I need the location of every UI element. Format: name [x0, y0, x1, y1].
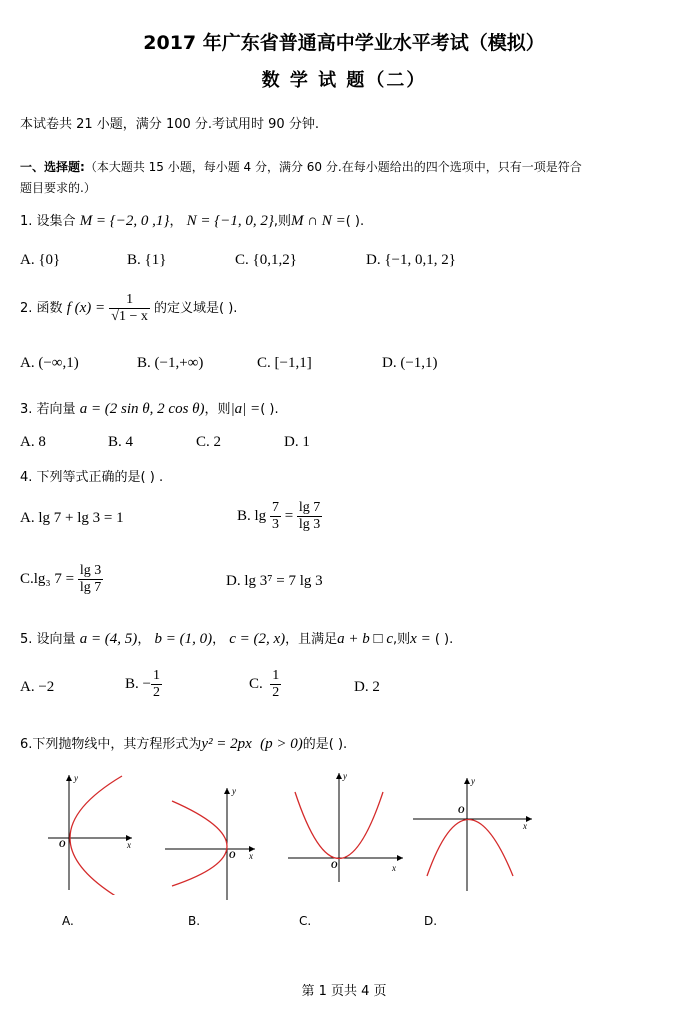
graph-c-x-arrow	[397, 855, 403, 861]
graph-c-y-arrow	[336, 773, 342, 779]
question-6	[20, 733, 347, 753]
q2-suffix: 的定义域是( ).	[154, 301, 238, 316]
q5-optb-frac	[151, 668, 162, 701]
graph-c	[285, 770, 405, 885]
q3-prefix: 3. 若向量	[20, 402, 76, 417]
q5-optb-den: 2	[152, 685, 160, 700]
q3-option-a: A. 8	[20, 434, 46, 450]
q5-option-b	[125, 668, 162, 701]
question-5: 5. 设向量 a = (4, 5)， b = (1, 0)， c = (2, x)，且满足a + b □ c,则x = ( ).	[20, 631, 454, 647]
q3-blank: ( ).	[260, 402, 279, 417]
q4-optb-den2: lg 3	[298, 517, 321, 532]
graph-a-x-label: x	[127, 840, 131, 850]
q4-optb-num1: 7	[271, 500, 279, 515]
q2-fx: f (x) =	[66, 300, 106, 316]
q1-option-c: C. {0,1,2}	[235, 252, 297, 268]
q3-option-c: C. 2	[196, 434, 222, 450]
q2-option-b: B. (−1,+∞)	[137, 355, 204, 371]
graph-b-x-label: x	[249, 851, 253, 861]
q2-den: √1 − x	[111, 309, 148, 324]
section-heading: 一、选择题:	[20, 160, 85, 174]
q4-optb-num2: lg 7	[298, 500, 321, 515]
q1-blank: ( ).	[345, 214, 365, 229]
intro-text: 本试卷共 21 小题，满分 100 分.考试用时 90 分钟.	[20, 117, 319, 132]
q5-optc-num: 1	[272, 668, 280, 683]
graph-b-y-arrow	[224, 788, 230, 794]
q2-option-c: C. [−1,1]	[257, 355, 312, 371]
q4-optb-frac2	[297, 500, 322, 533]
q5-vector-c: c = (2, x)	[229, 631, 286, 647]
graph-d-y-label: y	[471, 776, 475, 786]
q4-optc-num: lg 3	[79, 563, 102, 578]
q1-sep: ，	[169, 214, 183, 229]
graph-d-x-label: x	[523, 821, 527, 831]
question-2	[20, 292, 237, 325]
graph-a-curve	[70, 776, 122, 895]
page-title: 2017 年广东省普通高中学业水平考试（模拟）	[143, 32, 545, 54]
graph-d	[410, 775, 535, 895]
graph-c-origin: O	[331, 860, 338, 870]
q3-magnitude: |a| =	[230, 401, 261, 417]
q5-relation: a + b □ c	[337, 631, 394, 647]
q1-option-b: B. {1}	[127, 252, 167, 268]
q2-num: 1	[109, 292, 150, 309]
graph-b-y-label: y	[232, 786, 236, 796]
q5-x: x =	[410, 631, 431, 647]
graph-a-y-label: y	[74, 773, 78, 783]
q5-optc-frac	[270, 668, 281, 701]
question-3	[20, 398, 279, 418]
q4-option-c	[20, 563, 103, 596]
q4-optb-frac1	[270, 500, 281, 533]
q5-optc-label: C.	[249, 675, 263, 692]
graph-b-origin: O	[229, 850, 236, 860]
q2-fraction	[109, 292, 150, 325]
question-4: 4. 下列等式正确的是( ) .	[20, 470, 164, 485]
graph-a	[40, 770, 140, 895]
q1-set-n: N = {−1, 0, 2}	[186, 213, 274, 229]
q2-option-a: A. (−∞,1)	[20, 355, 79, 371]
page-footer: 第 1 页共 4 页	[301, 984, 387, 999]
q4-option-d: D. lg 3⁷ = 7 lg 3	[226, 573, 323, 589]
q2-option-d: D. (−1,1)	[382, 355, 438, 371]
graph-label-d: D.	[424, 914, 438, 928]
q5-option-a: A. −2	[20, 679, 55, 695]
q4-optb-eq: =	[284, 507, 294, 524]
question-1	[20, 210, 364, 230]
graph-b	[160, 783, 260, 903]
q5-option-d: D. 2	[354, 679, 380, 695]
q1-option-a: A. {0}	[20, 252, 61, 268]
q1-expr: M ∩ N =	[290, 213, 346, 229]
section-note: （本大题共 15 小题，每小题 4 分，满分 60 分.在每小题给出的四个选项中，只有一项是符合	[84, 160, 582, 174]
q5-optc-den: 2	[272, 685, 280, 700]
graph-label-c: C.	[299, 914, 312, 928]
q3-option-d: D. 1	[284, 434, 310, 450]
graph-a-origin: O	[59, 839, 66, 849]
q1-then: ,则	[273, 214, 291, 229]
graph-label-b: B.	[188, 914, 201, 928]
q4-optc-label: C.lg₃ 7 =	[20, 570, 75, 587]
q1-option-d: D. {−1, 0,1, 2}	[366, 252, 456, 268]
q2-prefix: 2. 函数	[20, 301, 63, 316]
graph-d-curve	[427, 820, 513, 877]
q5-optb-num: 1	[152, 668, 160, 683]
q5-optb-label: B. −	[125, 675, 151, 692]
q1-prefix: 1. 设集合	[20, 214, 76, 229]
q4-optc-frac	[78, 563, 103, 596]
q4-option-b	[237, 500, 322, 533]
graph-b-curve	[172, 801, 227, 886]
q3-vector: a = (2 sin θ, 2 cos θ)	[79, 401, 205, 417]
graph-a-y-arrow	[66, 775, 72, 781]
q5-option-c	[249, 668, 281, 701]
graph-d-y-arrow	[464, 778, 470, 784]
q5-prefix: 5. 设向量	[20, 632, 76, 647]
q3-option-b: B. 4	[108, 434, 134, 450]
q5-cond: ，且满足	[285, 632, 338, 647]
page-subtitle: 数 学 试 题（二）	[261, 70, 427, 91]
q6-condition: (p > 0)	[260, 736, 303, 752]
q6-equation: y² = 2px	[201, 736, 252, 752]
q4-optb-den1: 3	[271, 517, 279, 532]
q4-optc-den: lg 7	[79, 580, 102, 595]
graph-d-origin: O	[458, 805, 465, 815]
q4-optb-label: B. lg	[237, 507, 267, 524]
q5-then: ,则	[393, 632, 411, 647]
q6-suffix: 的是( ).	[302, 737, 348, 752]
graph-c-y-label: y	[343, 771, 347, 781]
q5-blank: ( ).	[434, 632, 454, 647]
q6-prefix: 6.下列抛物线中，其方程形式为	[20, 737, 202, 752]
q3-mid: ，则	[204, 402, 231, 417]
q5-vector-a: a = (4, 5)	[79, 631, 138, 647]
graph-label-a: A.	[62, 914, 74, 928]
graph-c-x-label: x	[392, 863, 396, 873]
q5-vector-b: b = (1, 0)	[154, 631, 213, 647]
q1-set-m: M = {−2, 0 ,1}	[79, 213, 170, 229]
section-note-2: 题目要求的.）	[20, 181, 96, 195]
section-heading-line	[20, 158, 582, 175]
q4-option-a: A. lg 7 + lg 3 = 1	[20, 510, 124, 526]
